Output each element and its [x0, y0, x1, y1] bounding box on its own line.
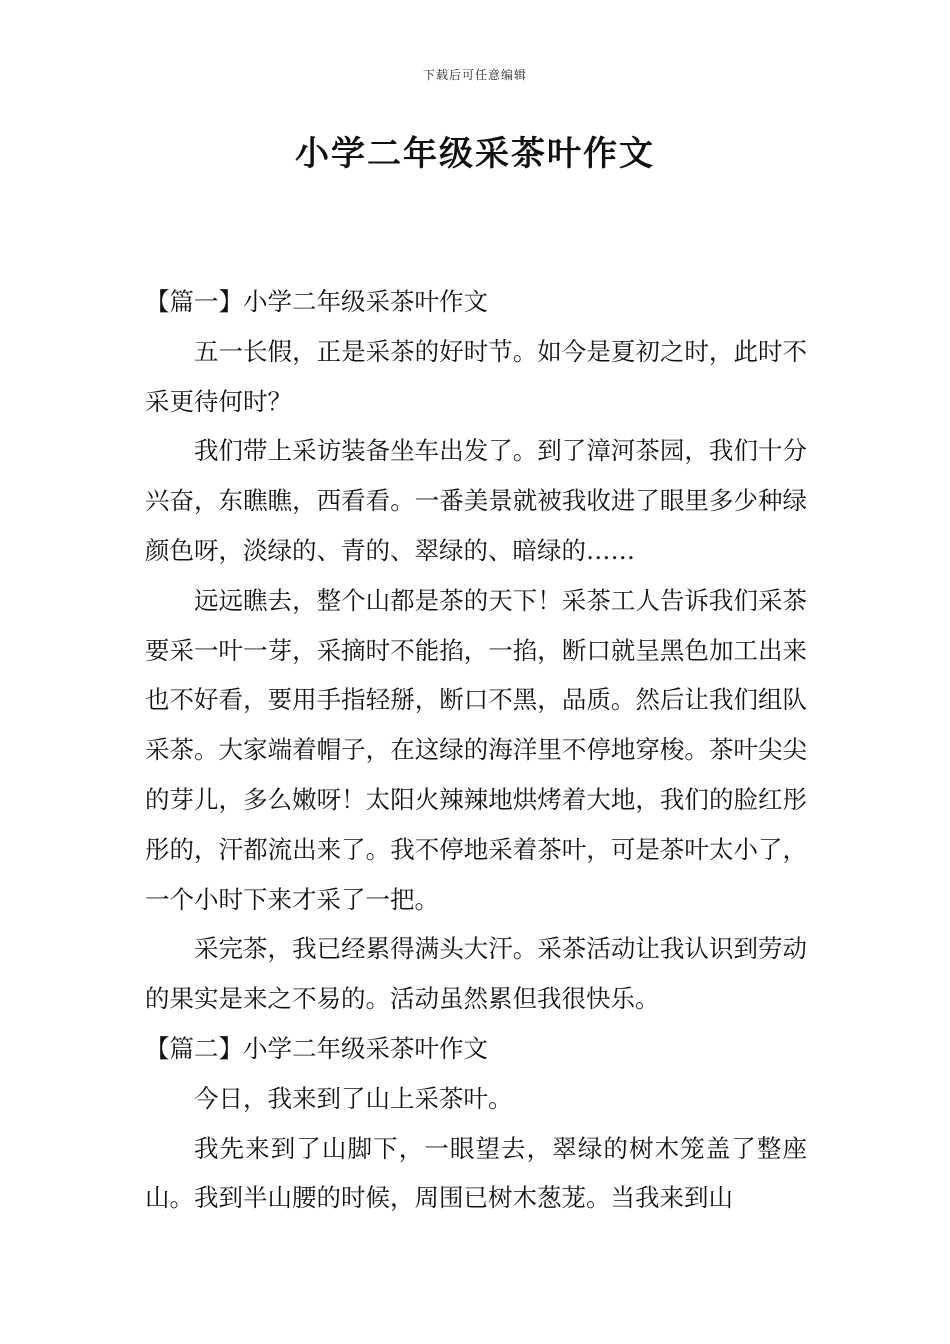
paragraph: 远远瞧去，整个山都是茶的天下！采茶工人告诉我们采茶要采一叶一芽，采摘时不能掐，一掐，断口就呈黑色加工出来也不好看，要用手指轻掰，断口不黑，品质。然后让我们组队采茶。大家端着帽子，在这绿的海洋里不停地穿梭。茶叶尖尖的芽儿，多么嫩呀！太阳火辣辣地烘烤着大地，我们的脸红彤彤的，汗都流出来了。我不停地采着茶叶，可是茶叶太小了，一个小时下来才采了一把。	[145, 585, 807, 914]
paragraph: 五一长假，正是采茶的好时节。如今是夏初之时，此时不采更待何时？	[145, 336, 807, 416]
paragraph: 我们带上采访装备坐车出发了。到了漳河茶园，我们十分兴奋，东瞧瞧，西看看。一番美景就被我收进了眼里多少种绿颜色呀，淡绿的、青的、翠绿的、暗绿的……	[145, 436, 807, 565]
section-heading-2: 【篇二】小学二年级采茶叶作文	[145, 1033, 488, 1063]
paragraph: 采完茶，我已经累得满头大汗。采茶活动让我认识到劳动的果实是来之不易的。活动虽然累但我很快乐。	[145, 934, 807, 1014]
header-note: 下载后可任意编辑	[422, 68, 527, 82]
paragraph: 我先来到了山脚下，一眼望去，翠绿的树木笼盖了整座山。我到半山腰的时候，周围已树木葱茏。当我来到山	[145, 1133, 807, 1213]
document-title: 小学二年级采茶叶作文	[295, 134, 655, 174]
section-heading-1: 【篇一】小学二年级采茶叶作文	[145, 287, 488, 316]
paragraph: 今日，我来到了山上采茶叶。	[194, 1083, 513, 1113]
document-body	[145, 277, 807, 1223]
